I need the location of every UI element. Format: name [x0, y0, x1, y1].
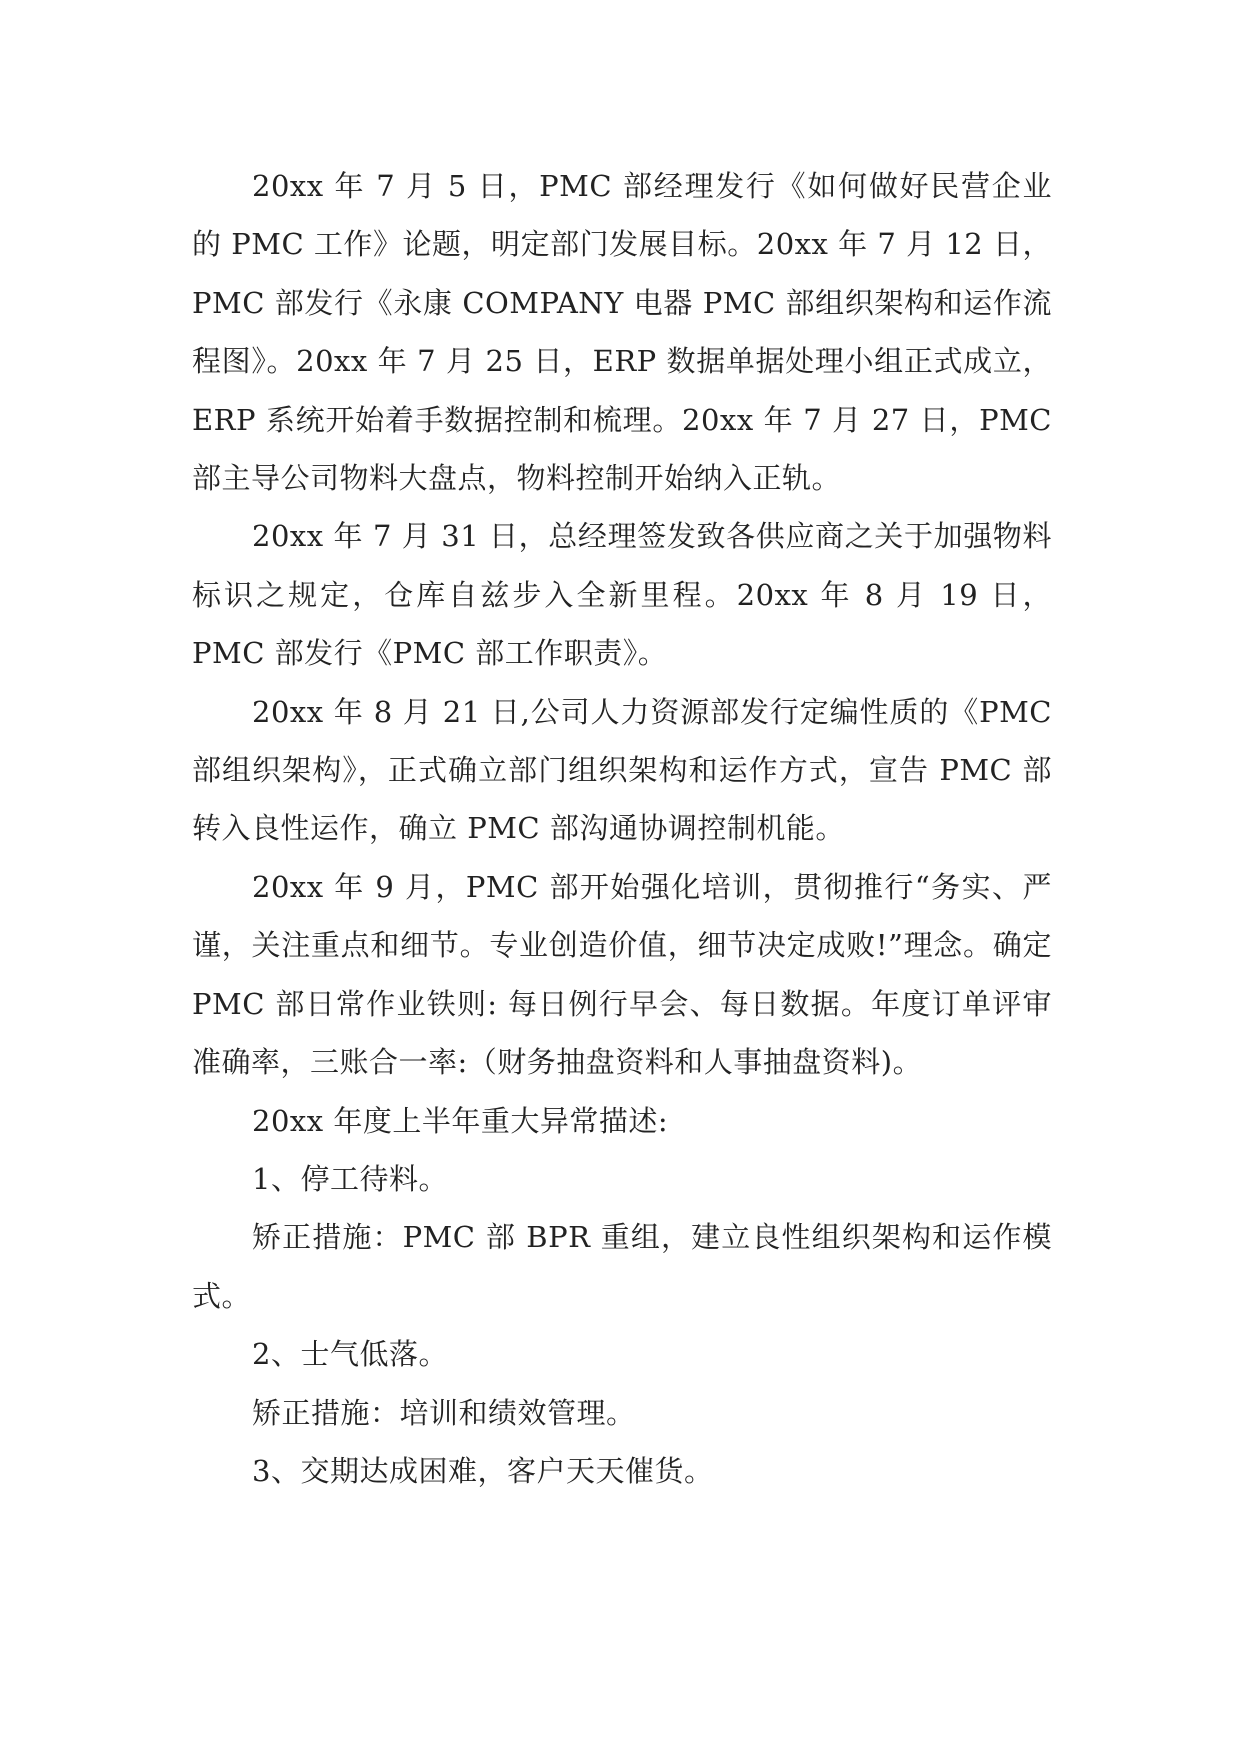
paragraph: 20xx 年 7 月 31 日，总经理签发致各供应商之关于加强物料标识之规定，仓库自兹步入全新里程。20xx 年 8 月 19 日，PMC 部发行《PMC 部工作职责》。	[192, 519, 1052, 671]
paragraph: 20xx 年 8 月 21 日,公司人力资源部发行定编性质的《PMC 部组织架构》，正式确立部门组织架构和运作方式，宣告 PMC 部转入良性运作，确立 PMC 部沟通协调控制机能。	[192, 694, 1052, 846]
paragraph: 20xx 年 9 月，PMC 部开始强化培训，贯彻推行“务实、严谨，关注重点和细节。专业创造价值，细节决定成败!”理念。确定 PMC 部日常作业铁则: 每日例行早会、每日数据。年度订单评审准确率，三账合一率:（财务抽盘资料和人事抽盘资料)。	[192, 869, 1052, 1080]
paragraph: 2、士气低落。	[252, 1337, 448, 1372]
paragraph: 矫正措施：PMC 部 BPR 重组，建立良性组织架构和运作模式。	[192, 1220, 1052, 1313]
paragraph: 1、停工待料。	[252, 1161, 448, 1196]
paragraph: 20xx 年 7 月 5 日，PMC 部经理发行《如何做好民营企业的 PMC 工作》论题，明定部门发展目标。20xx 年 7 月 12 日，PMC 部发行《永康 COMPANY 电器 PMC 部组织架构和运作流程图》。20xx 年 7 月 25 日，ERP 数据单据处理小组正式成立，ERP 系统开始着手数据控制和梳理。20xx 年 7 月 27 日，PMC 部主导公司物料大盘点，物料控制开始纳入正轨。	[192, 169, 1052, 496]
document-body	[192, 157, 1052, 1500]
paragraph: 20xx 年度上半年重大异常描述:	[252, 1103, 669, 1138]
paragraph: 3、交期达成困难，客户天天催货。	[252, 1453, 714, 1488]
paragraph: 矫正措施：培训和绩效管理。	[252, 1395, 636, 1430]
